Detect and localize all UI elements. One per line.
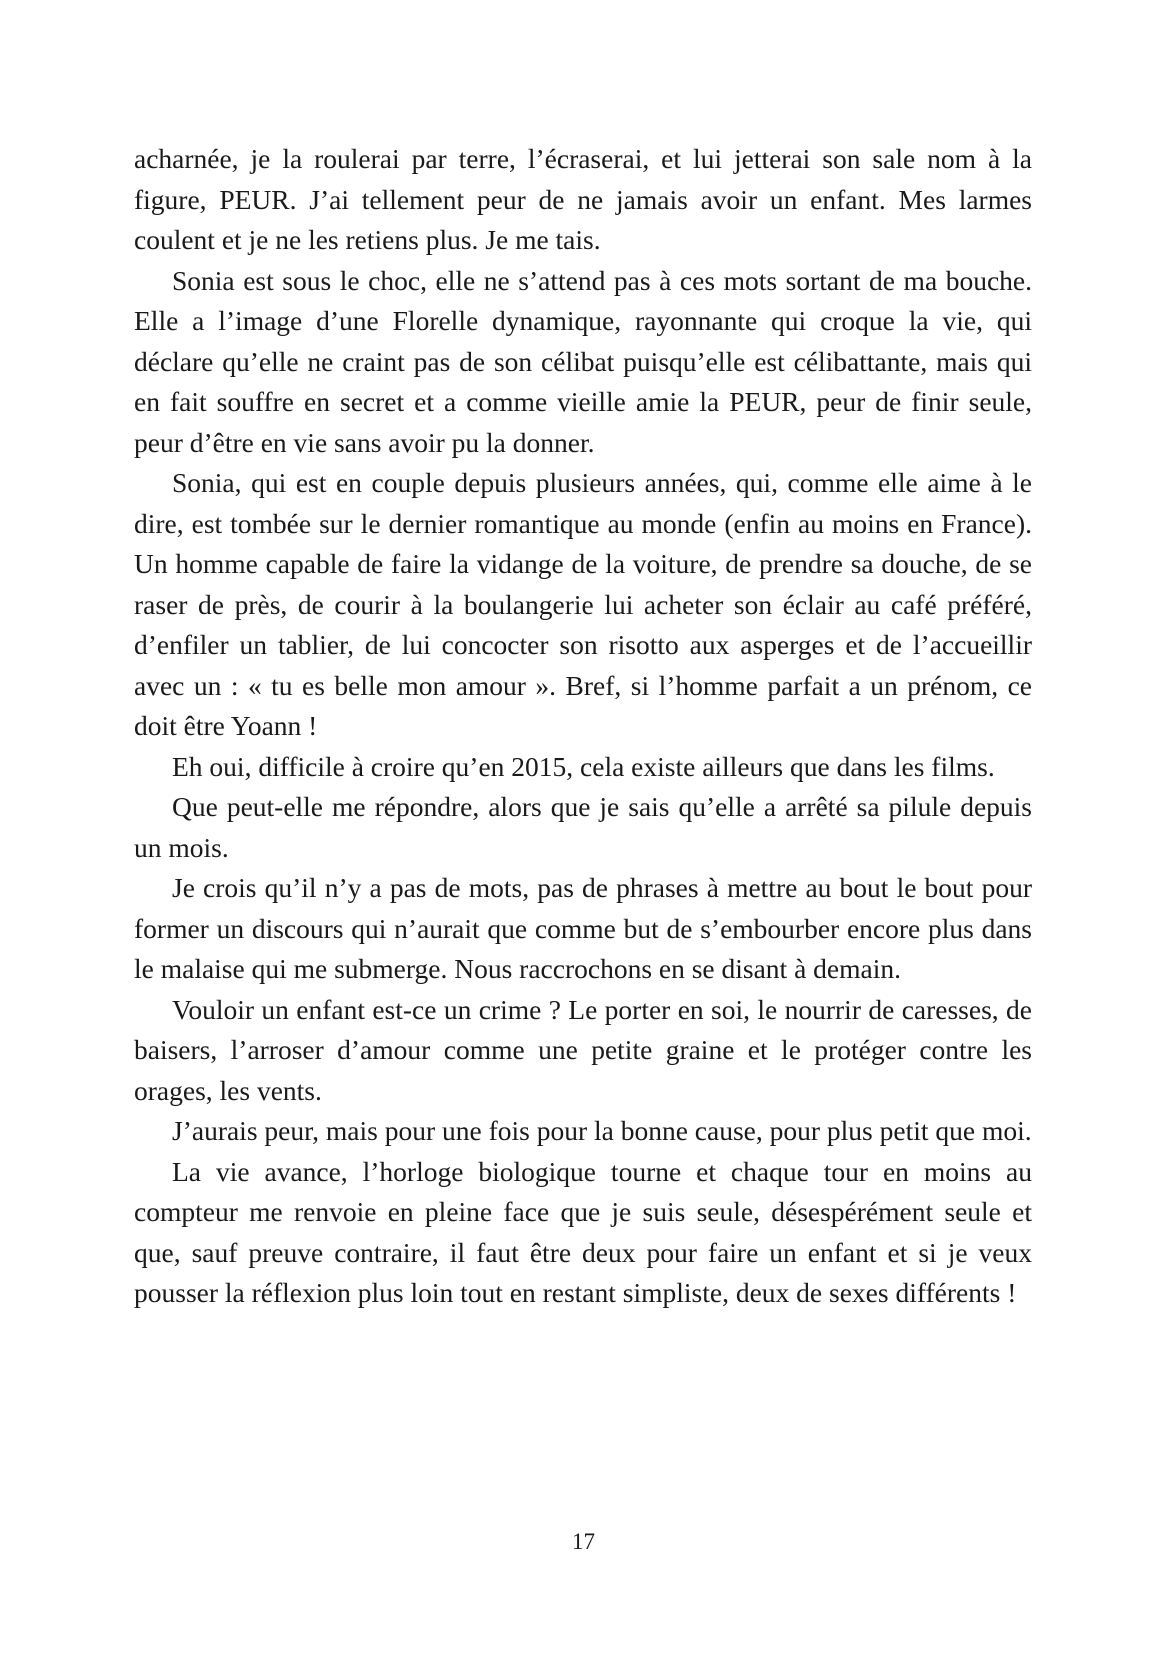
- paragraph: J’aurais peur, mais pour une fois pour la bonne cause, pour plus petit que moi.: [172, 1115, 1032, 1146]
- page-number: 17: [572, 1529, 595, 1554]
- paragraph: Vouloir un enfant est-ce un crime ? Le porter en soi, le nourrir de caresses, de baisers, l’arroser d’amour comme une petite graine et le protéger contre les orages, les vents.: [134, 993, 1032, 1106]
- paragraph: Sonia, qui est en couple depuis plusieurs années, qui, comme elle aime à le dire, est tombée sur le dernier romantique au monde (enfin au moins en France). Un homme capable de faire la vidange de la voiture, de prendre sa douche, de se raser de près, de courir à la boulangerie lui acheter son éclair au café préféré, d’enfiler un tablier, de lui concocter son risotto aux asperges et de l’accueillir avec un : « tu es belle mon amour ». Bref, si l’homme parfait a un prénom, ce doit être Yoann !: [134, 467, 1032, 741]
- paragraph: acharnée, je la roulerai par terre, l’écraserai, et lui jetterai son sale nom à la figure, PEUR. J’ai tellement peur de ne jamais avoir un enfant. Mes larmes coulent et je ne les retiens plus. Je me tais.: [134, 143, 1032, 255]
- paragraph: Je crois qu’il n’y a pas de mots, pas de phrases à mettre au bout le bout pour former un discours qui n’aurait que comme but de s’embourber encore plus dans le malaise qui me submerge. Nous raccrochons en se disant à demain.: [134, 872, 1032, 984]
- paragraph: Que peut-elle me répondre, alors que je sais qu’elle a arrêté sa pilule depuis un mois.: [134, 791, 1032, 863]
- paragraph: La vie avance, l’horloge biologique tourne et chaque tour en moins au compteur me renvoie en pleine face que je suis seule, désespérément seule et que, sauf preuve contraire, il faut être deux pour faire un enfant et si je veux pousser la réflexion plus loin tout en restant simpliste, deux de sexes différents !: [134, 1155, 1032, 1308]
- page-body: [134, 139, 1032, 1314]
- paragraph: Eh oui, difficile à croire qu’en 2015, cela existe ailleurs que dans les films.: [172, 750, 995, 782]
- paragraph: Sonia est sous le choc, elle ne s’attend pas à ces mots sortant de ma bouche. Elle a l’image d’une Florelle dynamique, rayonnante qui croque la vie, qui déclare qu’elle ne craint pas de son célibat puisqu’elle est célibattante, mais qui en fait souffre en secret et a comme vieille amie la PEUR, peur de finir seule, peur d’être en vie sans avoir pu la donner.: [134, 264, 1032, 458]
